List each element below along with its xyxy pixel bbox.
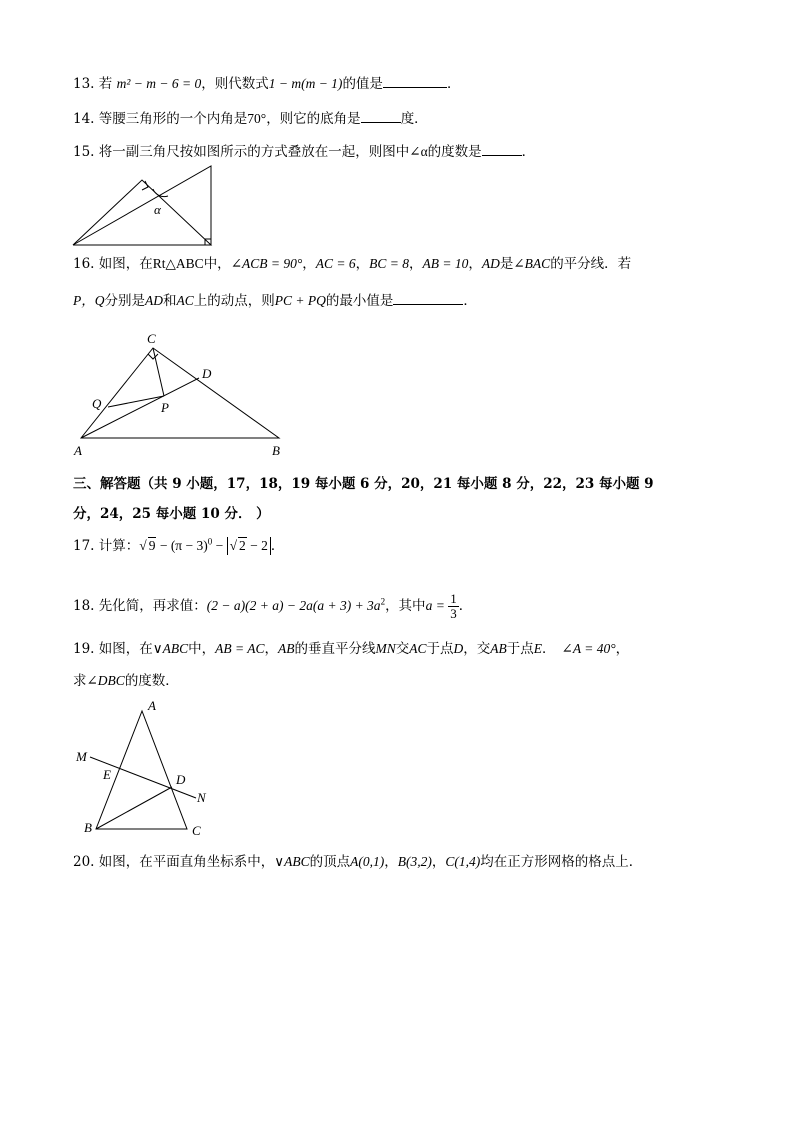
label-E: E bbox=[103, 767, 111, 782]
question-19-line2: 求∠DBC的度数． bbox=[73, 673, 179, 689]
label-C: C bbox=[192, 823, 201, 838]
label-D: D bbox=[176, 772, 186, 787]
section-heading-line1: 三、解答题（共 9 小题，17，18，19 每小题 6 分，20，21 每小题 8 分，22，23 每小题 9 bbox=[73, 476, 654, 492]
section-heading-line2: 分，24，25 每小题 10 分． ） bbox=[73, 506, 270, 522]
label-B: B bbox=[272, 443, 280, 458]
expression: 1 − m(m − 1) bbox=[268, 76, 343, 91]
answer-blank[interactable] bbox=[482, 141, 522, 156]
fraction: $\frac{1}{3}$ bbox=[450, 591, 457, 621]
angle-alpha-label: α bbox=[154, 202, 161, 217]
condition: m² − m − 6 = 0 bbox=[116, 76, 202, 91]
question-number: 16. bbox=[73, 256, 95, 272]
question-number: 15. bbox=[73, 144, 95, 160]
label-C: C bbox=[147, 331, 156, 346]
question-number: 18. bbox=[73, 598, 95, 614]
label-B: B bbox=[84, 820, 92, 835]
label-A: A bbox=[148, 698, 156, 713]
answer-blank[interactable] bbox=[383, 73, 447, 88]
question-14: 14. 等腰三角形的一个内角是70°，则它的底角是 度． bbox=[73, 108, 428, 129]
question-15: 15. 将一副三角尺按如图所示的方式叠放在一起，则图中∠α的度数是 ． bbox=[73, 141, 535, 162]
question-19-line1: 19. 如图，在∨ABC中，AB = AC，AB的垂直平分线MN交AC于点D，交AB于点E． ∠A = 40°， bbox=[73, 641, 630, 657]
label-N: N bbox=[197, 790, 206, 805]
label-A: A bbox=[74, 443, 82, 458]
question-13: 13. 若 m² − m − 6 = 0，则代数式1 − m(m − 1)的值是 ． bbox=[73, 73, 460, 94]
question-number: 17. bbox=[73, 538, 95, 554]
question-number: 19. bbox=[73, 641, 95, 657]
question-number: 14. bbox=[73, 111, 95, 127]
question-16-line1: 16. 如图，在Rt△ABC中，∠ACB = 90°，AC = 6，BC = 8，AB = 10，AD是∠BAC的平分线．若 bbox=[73, 256, 632, 272]
question-20: 20. 如图，在平面直角坐标系中，∨ABC的顶点A(0,1)，B(3,2)，C(1,4)均在正方形网格的格点上． bbox=[73, 854, 643, 870]
label-M: M bbox=[76, 749, 87, 764]
question-16-line2: P，Q分别是AD和AC上的动点，则PC + PQ的最小值是 ． bbox=[73, 290, 477, 311]
question-18: 18. 先化简，再求值：$(2 - a)(2 + a) - 2a(a + 3) + 3a^2$，其中a = $\frac{1}{3}$ ． bbox=[73, 591, 473, 621]
question-17: 17. 计算：√ $9 - (\pi - 3)^0$ − √ 2 − 2 ． bbox=[73, 536, 285, 554]
label-P: P bbox=[161, 400, 169, 415]
question-number: 13. bbox=[73, 76, 95, 92]
answer-blank[interactable] bbox=[361, 108, 401, 123]
label-Q: Q bbox=[92, 396, 102, 411]
label-D: D bbox=[202, 366, 212, 381]
question-number: 20. bbox=[73, 854, 95, 870]
answer-blank[interactable] bbox=[393, 290, 463, 305]
absolute-value: √ 2 − 2 bbox=[227, 537, 271, 555]
